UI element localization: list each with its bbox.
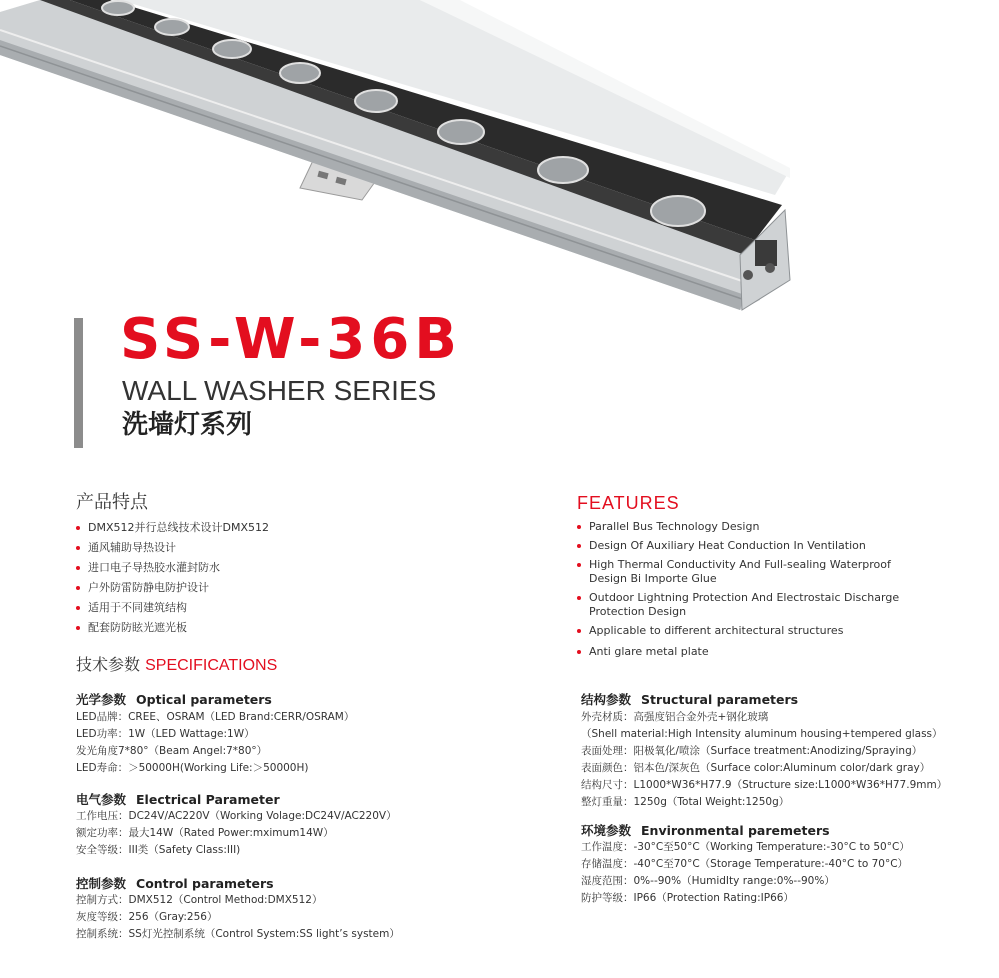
spec-line: 安全等级：III类（Safety Class:III) xyxy=(76,844,241,856)
spec-line: LED功率：1W（LED Wattage:1W） xyxy=(76,728,255,740)
series-title-cn: 洗墙灯系列 xyxy=(122,410,253,440)
electrical-list xyxy=(76,808,397,859)
spec-line: 灰度等级：256（Gray:256） xyxy=(76,911,218,923)
list-item: DMX512并行总线技术设计DMX512 xyxy=(74,521,474,535)
product-image xyxy=(0,0,999,320)
list-item: 户外防雷防静电防护设计 xyxy=(74,581,474,595)
specifications-heading xyxy=(76,657,277,674)
control-title xyxy=(76,874,274,892)
spec-line: 湿度范围：0%--90%（HumidIty range:0%--90%） xyxy=(581,875,835,887)
environmental-title xyxy=(581,821,830,839)
spec-line: 工作电压：DC24V/AC220V（Working Volage:DC24V/AC220V） xyxy=(76,810,397,822)
features-en-list xyxy=(575,520,915,659)
spec-line: 工作温度：-30°C至50°C（Working Temperature:-30°C to 50°C） xyxy=(581,841,910,853)
optical-list xyxy=(76,709,354,777)
specifications-heading-cn: 技术参数 xyxy=(76,655,141,674)
environmental-title-cn: 环境参数 xyxy=(581,823,632,838)
structural-list xyxy=(581,709,947,811)
structural-title-cn: 结构参数 xyxy=(581,692,632,707)
spec-line: 结构尺寸：L1000*W36*H77.9（Structure size:L1000*W36*H77.9mm） xyxy=(581,779,948,791)
features-en-heading: FEATURES xyxy=(577,493,680,513)
electrical-title-cn: 电气参数 xyxy=(76,792,127,807)
spec-line: 发光角度7*80°（Beam Angel:7*80°） xyxy=(76,745,268,757)
list-item: 配套防防眩光遮光板 xyxy=(74,621,474,635)
list-item: Anti glare metal plate xyxy=(575,645,915,659)
control-title-cn: 控制参数 xyxy=(76,876,127,891)
spec-line: 存储温度：-40°C至70°C（Storage Temperature:-40°C to 70°C） xyxy=(581,858,909,870)
optical-title-cn: 光学参数 xyxy=(76,692,127,707)
list-item: 通风辅助导热设计 xyxy=(74,541,474,555)
structural-title xyxy=(581,690,798,708)
accent-bar xyxy=(74,318,83,448)
spec-line: 表面颜色：铝本色/深灰色（Surface color:Aluminum color/dark gray） xyxy=(581,762,931,774)
control-list xyxy=(76,892,400,943)
spec-line: 表面处理：阳极氧化/喷涂（Surface treatment:Anodizing/Spraying） xyxy=(581,745,923,757)
features-cn-list xyxy=(74,521,474,635)
features-cn-heading: 产品特点 xyxy=(76,492,148,513)
environmental-title-en: Environmental paremeters xyxy=(641,823,830,838)
control-title-en: Control parameters xyxy=(136,876,274,891)
list-item: 进口电子导热胶水灌封防水 xyxy=(74,561,474,575)
spec-line: 外壳材质：高强度铝合金外壳+钢化玻璃 xyxy=(581,711,769,723)
electrical-title xyxy=(76,790,280,808)
specifications-heading-en: SPECIFICATIONS xyxy=(145,657,278,674)
structural-title-en: Structural parameters xyxy=(641,692,799,707)
list-item: Parallel Bus Technology Design xyxy=(575,520,915,534)
spec-line: 额定功率：最大14W（Rated Power:mximum14W） xyxy=(76,827,334,839)
spec-line: LED品牌：CREE、OSRAM（LED Brand:CERR/OSRAM） xyxy=(76,711,355,723)
optical-title-en: Optical parameters xyxy=(136,692,272,707)
list-item: 适用于不同建筑结构 xyxy=(74,601,474,615)
list-item: Outdoor Lightning Protection And Electrostaic Discharge Protection Design xyxy=(575,591,915,619)
spec-line: 控制方式：DMX512（Control Method:DMX512） xyxy=(76,894,323,906)
list-item: Applicable to different architectural structures xyxy=(575,624,915,638)
series-title-en: WALL WASHER SERIES xyxy=(122,375,437,406)
model-number: SS-W-36B xyxy=(120,307,462,372)
spec-line: 控制系统：SS灯光控制系统（Control System:SS light’s system） xyxy=(76,928,400,940)
environmental-list xyxy=(581,839,910,907)
list-item: High Thermal Conductivity And Full-sealing Waterproof Design Bi Importe Glue xyxy=(575,558,915,586)
spec-line: （Shell material:High Intensity aluminum housing+tempered glass） xyxy=(581,728,943,740)
spec-line: 整灯重量：1250g（Total Weight:1250g） xyxy=(581,796,790,808)
spec-line: 防护等级：IP66（Protection Rating:IP66） xyxy=(581,892,794,904)
optical-title xyxy=(76,690,272,708)
spec-line: LED寿命：＞50000H(Working Life:＞50000H) xyxy=(76,762,309,774)
electrical-title-en: Electrical Parameter xyxy=(136,792,280,807)
list-item: Design Of Auxiliary Heat Conduction In Ventilation xyxy=(575,539,915,553)
